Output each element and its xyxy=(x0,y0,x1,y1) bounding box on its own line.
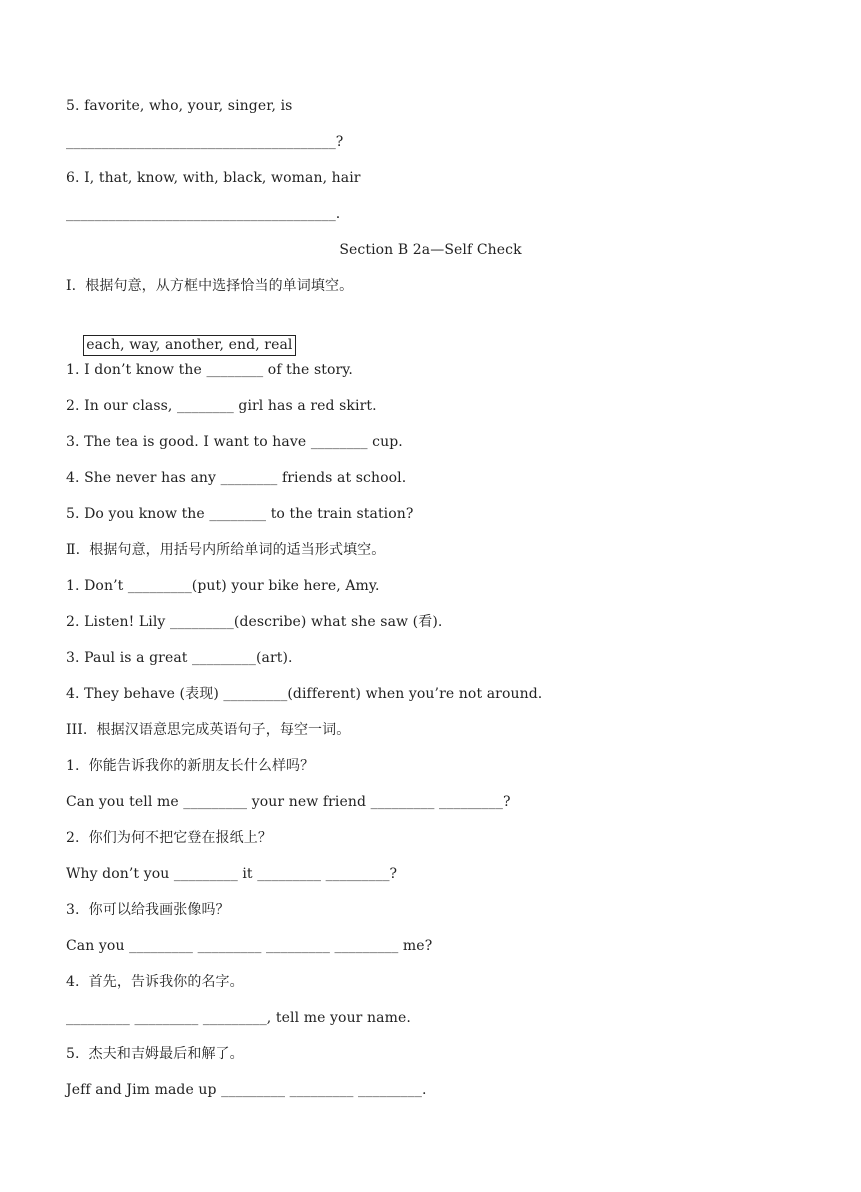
part-1-item-5: 5. Do you know the ________ to the train station? xyxy=(66,506,414,522)
exercise-6-answer-line: ______________________________________. xyxy=(66,206,341,222)
word-box: each, way, another, end, real xyxy=(83,335,295,356)
part-2-item-1: 1. Don’t _________(put) your bike here, Amy. xyxy=(66,578,380,594)
part-3-item-1-english: Can you tell me _________ your new friend _________ _________? xyxy=(66,794,511,810)
part-1-heading: Ⅰ. 根据句意，从方框中选择恰当的单词填空。 xyxy=(66,278,354,294)
part-3-item-5-english: Jeff and Jim made up _________ _________ _________. xyxy=(66,1082,427,1098)
exercise-5-prompt: 5. favorite, who, your, singer, is xyxy=(66,98,293,114)
part-2-item-2: 2. Listen! Lily _________(describe) what she saw (看). xyxy=(66,614,443,630)
part-3-item-3-chinese: 3. 你可以给我画张像吗？ xyxy=(66,902,230,918)
exercise-6-prompt: 6. I, that, know, with, black, woman, hair xyxy=(66,170,361,186)
part-3-item-1-chinese: 1. 你能告诉我你的新朋友长什么样吗？ xyxy=(66,758,315,774)
part-2-item-4: 4. They behave (表现) _________(different) when you’re not around. xyxy=(66,686,543,702)
part-3-item-2-chinese: 2. 你们为何不把它登在报纸上？ xyxy=(66,830,272,846)
part-3-item-2-english: Why don’t you _________ it _________ _________? xyxy=(66,866,398,882)
part-2-item-3: 3. Paul is a great _________(art). xyxy=(66,650,293,666)
part-3-heading: III. 根据汉语意思完成英语句子，每空一词。 xyxy=(66,722,351,738)
part-3-item-4-english: _________ _________ _________, tell me your name. xyxy=(66,1010,411,1026)
part-3-item-4-chinese: 4. 首先，告诉我你的名字。 xyxy=(66,974,244,990)
part-3-item-5-chinese: 5. 杰夫和吉姆最后和解了。 xyxy=(66,1046,244,1062)
part-2-heading: Ⅱ. 根据句意，用括号内所给单词的适当形式填空。 xyxy=(66,542,386,558)
part-1-item-4: 4. She never has any ________ friends at school. xyxy=(66,470,407,486)
section-title: Section B 2a—Self Check xyxy=(339,242,522,258)
part-1-item-1: 1. I don’t know the ________ of the story. xyxy=(66,362,353,378)
exercise-5-answer-line: ______________________________________? xyxy=(66,134,344,150)
part-3-item-3-english: Can you _________ _________ _________ _________ me? xyxy=(66,938,433,954)
part-1-item-2: 2. In our class, ________ girl has a red skirt. xyxy=(66,398,377,414)
part-1-item-3: 3. The tea is good. I want to have ________ cup. xyxy=(66,434,403,450)
